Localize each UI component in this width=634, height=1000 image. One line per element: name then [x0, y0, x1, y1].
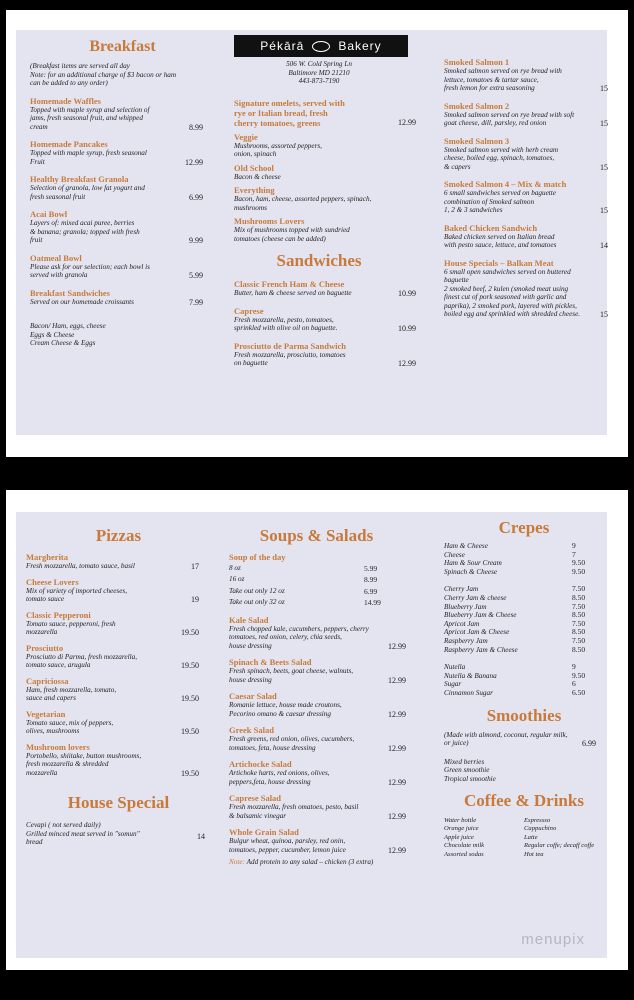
- sandwich-item-desc: Butter, ham & cheese served on baguette: [234, 289, 352, 297]
- omelet-item-name: Everything: [234, 185, 275, 195]
- salad-item: [229, 725, 404, 752]
- crepe-item-label: Apricot Jam: [444, 619, 480, 628]
- salmon-item-desc: 2 smoked beef, 2 kulen (smoked meat using: [444, 284, 569, 293]
- breakfast-item-price: 5.99: [189, 271, 203, 280]
- crepe-item-price: 9: [572, 541, 576, 550]
- breakfast-item: [30, 139, 215, 166]
- pizza-item-name: Capriciossa: [26, 675, 69, 686]
- soup-size-price: 8.99: [364, 575, 378, 585]
- soup-size-label: Take out only 12 oz: [229, 586, 285, 595]
- coffee-title: Coffee & Drinks: [464, 791, 584, 810]
- crepe-item-price: 7.50: [572, 618, 586, 628]
- salad-item: [229, 827, 404, 854]
- breakfast-item-desc: Served on our homemade croissants: [30, 297, 134, 306]
- pizza-item-desc: mozzarella: [26, 628, 58, 636]
- breakfast-item-desc: fresh seasonal fruit: [30, 192, 86, 201]
- crepe-item-price: 7.50: [572, 584, 586, 594]
- salmon-item-desc: lettuce, tomatoes & tartar sauce,: [444, 75, 539, 84]
- smoothies-price: 6.99: [582, 738, 596, 748]
- pizza-item-desc: sauce and capers: [26, 694, 76, 702]
- pizza-item: [26, 577, 211, 604]
- sandwich-item-desc: Fresh mozzarella, prosciutto, tomatoes: [234, 350, 346, 359]
- salad-item-desc: tomatoes, pepper, cucumber, lemon juice: [229, 845, 346, 854]
- omelet-item-name: Veggie: [234, 131, 258, 142]
- salad-item: [229, 691, 404, 718]
- omelet-item-desc: Bacon, ham, cheese, assorted peppers, spinach,: [234, 195, 372, 203]
- salmon-item-desc: finest cut of pork seasoned with garlic and: [444, 293, 567, 301]
- logo-name: Pékārā: [260, 39, 305, 53]
- breakfast-extras: Bacon/ Ham, eggs, cheese Eggs & Cheese Cream Cheese & Eggs: [30, 322, 106, 347]
- salad-item-desc: Artichoke harts, red onions, olives,: [229, 769, 330, 778]
- salad-item-desc: peppers,feta, house dressing: [229, 777, 311, 786]
- breakfast-item-name: Healthy Breakfast Granola: [30, 174, 129, 184]
- coffee-drink-item: Chocolate milk: [444, 842, 485, 850]
- sandwich-item: [234, 305, 416, 333]
- salmon-item: [444, 100, 608, 128]
- salad-item-price: 12.99: [388, 811, 406, 821]
- crepe-item-label: Cinnamon Sugar: [444, 688, 493, 697]
- salmon-item-desc: 6 small open sandwiches served on buttered: [444, 267, 571, 276]
- breakfast-item-name: Oatmeal Bowl: [30, 252, 82, 263]
- crepe-item-label: Raspberry Jam: [444, 636, 488, 645]
- soups-salads-title: Soups & Salads: [259, 526, 374, 545]
- breakfast-item-price: 9.99: [189, 236, 203, 245]
- soup-size-row: [229, 564, 404, 573]
- pizza-item-desc: Tomato sauce, mix of peppers,: [26, 718, 114, 727]
- breakfast-item: [30, 209, 215, 245]
- salmon-item: [444, 57, 608, 93]
- salmon-item-price: 15: [600, 119, 608, 128]
- salmon-item: [444, 135, 608, 172]
- salad-item-desc: & balsamic vinegar: [229, 811, 287, 820]
- sandwich-item: [234, 279, 416, 298]
- salad-item-name: Spinach & Beets Salad: [229, 657, 312, 668]
- salmon-item-price: 14: [600, 241, 608, 250]
- salmon-column: [444, 30, 608, 435]
- house-special-item: Cevapi ( not served daily) Grilled minced meat served in "somun" bread 14: [26, 821, 205, 846]
- coffee-drink-item: Hot tea: [524, 850, 544, 858]
- soup-size-label: 16 oz: [229, 575, 245, 584]
- salmon-item-desc: cheese, boiled egg, spinach, tomatoes,: [444, 154, 555, 162]
- crepe-item-price: 9.50: [572, 566, 586, 576]
- salad-item-price: 12.99: [388, 709, 406, 719]
- salad-item-price: 12.99: [388, 845, 406, 855]
- salad-item-desc: Romanie lettuce, house made croutons,: [229, 701, 342, 710]
- salad-item-desc: Fresh spinach, beets, goat cheese, walnuts,: [229, 667, 354, 676]
- soup-size-price: 5.99: [364, 564, 378, 573]
- smoothies-title: Smoothies: [486, 705, 562, 725]
- bread-icon: [312, 41, 330, 52]
- salad-item-desc: tomatoes, red onion, celery, chia seeds,: [229, 633, 342, 642]
- salad-item-name: Caprese Salad: [229, 793, 282, 804]
- smoothies-desc: (Made with almond, coconut, regular milk, or juice) 6.99: [444, 730, 596, 748]
- crepe-item: [444, 646, 604, 655]
- sandwich-item-desc: sprinkled with olive oil on baguette.: [234, 324, 338, 332]
- salad-item-desc: Fresh chopped kale, cucumbers, peppers, cherry: [229, 624, 369, 633]
- pizza-item: [26, 610, 211, 637]
- sandwich-items: [234, 279, 416, 368]
- house-special-title: House Special: [67, 793, 170, 812]
- sandwich-item-name: Classic French Ham & Cheese: [234, 279, 345, 289]
- salmon-item-desc: baguette: [444, 276, 469, 284]
- breakfast-item-desc: Please ask for our selection; each bowl is: [30, 262, 150, 271]
- crepe-item-price: 8.50: [572, 592, 586, 602]
- pizza-item: [26, 552, 211, 571]
- pizza-item-name: Vegetarian: [26, 708, 66, 719]
- pizza-item-desc: Mix of variety of imported cheeses,: [26, 586, 127, 595]
- omelet-item: [234, 163, 404, 182]
- crepe-item-price: 8.50: [572, 627, 586, 637]
- crepe-item-label: Cherry Jam & cheese: [444, 593, 507, 602]
- salad-item-desc: house dressing: [229, 641, 272, 650]
- coffee-right-list: [524, 817, 604, 859]
- sandwich-item-desc: Fresh mozzarella, pesto, tomatoes,: [234, 315, 334, 324]
- salad-item-name: Whole Grain Salad: [229, 827, 299, 838]
- omelet-item: [234, 185, 404, 212]
- sandwich-item-name: Caprese: [234, 305, 264, 316]
- crepes-title: Crepes: [498, 518, 550, 537]
- pizza-item-name: Classic Pepperoni: [26, 609, 91, 620]
- sandwich-item-price: 12.99: [398, 359, 416, 368]
- crepe-item-price: 7: [572, 549, 576, 559]
- breakfast-item-desc: served with granola: [30, 271, 88, 279]
- breakfast-item-desc: jams, fresh seasonal fruit, and whipped: [30, 114, 143, 122]
- crepe-item-price: 6.50: [572, 687, 586, 697]
- sandwich-item-desc: on baguette: [234, 359, 268, 367]
- breakfast-item: [30, 174, 215, 201]
- breakfast-item-name: Homemade Pancakes: [30, 139, 108, 149]
- sandwich-item-price: 10.99: [398, 324, 416, 333]
- salmon-item-price: 15: [600, 206, 608, 215]
- crepe-item-price: 9.50: [572, 558, 586, 568]
- pizza-item-price: 19: [191, 595, 199, 604]
- crepe-item-label: Nutella & Banana: [444, 671, 497, 680]
- breakfast-item-desc: Topped with maple syrup and selection of: [30, 105, 150, 114]
- salmon-item-desc: Baked chicken served on Italian bread: [444, 232, 555, 241]
- crepe-item-price: 8.50: [572, 644, 586, 654]
- pizza-item-price: 19.50: [181, 628, 199, 637]
- salmon-item-desc: 1, 2 & 3 sandwiches: [444, 206, 503, 214]
- pizza-item-desc: Ham, fresh mozzarella, tomato,: [26, 685, 117, 694]
- crepe-item-label: Nutella: [444, 663, 466, 672]
- pizza-item-desc: tomato sauce: [26, 595, 65, 603]
- salad-item-name: Caesar Salad: [229, 691, 277, 702]
- salad-item: [229, 615, 404, 651]
- crepes-column: [444, 512, 604, 958]
- coffee-drink-item: Water bottle: [444, 817, 477, 824]
- salmon-item-name: Smoked Salmon 2: [444, 100, 510, 111]
- menu-panel-1: [16, 30, 607, 435]
- coffee-drink-item: Cappuchino: [524, 825, 557, 833]
- soup-sizes: [229, 564, 404, 608]
- crepe-item: [444, 672, 604, 681]
- coffee-drink-item: Regular coffe; decaff coffe: [524, 842, 595, 850]
- crepe-group: [444, 585, 604, 654]
- crepe-item-label: Apricot Jam & Cheese: [444, 628, 510, 637]
- sandwich-item-price: 10.99: [398, 289, 416, 298]
- soup-size-row: [229, 598, 404, 607]
- crepe-item: [444, 568, 604, 577]
- pizza-item-name: Prosciutto: [26, 642, 64, 653]
- salmon-item-price: 15: [600, 84, 608, 93]
- salad-item-desc: Fresh greens, red onion, olives, cucumbers,: [229, 735, 355, 744]
- salmon-item-desc: Smoked salmon served on rye bread with soft: [444, 110, 575, 119]
- salad-note: Note: Add protein to any salad – chicken (3 extra): [229, 858, 374, 867]
- crepe-item-label: Cherry Jam: [444, 585, 479, 594]
- salmon-item-desc: combination of Smoked salmon: [444, 197, 535, 206]
- sandwich-item-name: Prosciutto de Parma Sandwich: [234, 340, 346, 351]
- middle-column: [234, 30, 416, 435]
- coffee-drinks-list: [444, 817, 604, 859]
- breakfast-item-name: Acai Bowl: [30, 209, 68, 219]
- pizza-item-price: 19.50: [181, 727, 199, 736]
- watermark: menupix: [521, 931, 585, 948]
- breakfast-item-desc: & banana; granola; topped with fresh: [30, 227, 140, 236]
- pizza-item-name: Cheese Lovers: [26, 576, 79, 587]
- crepe-item-price: 9.50: [572, 670, 586, 680]
- soups-salads-section: [229, 512, 404, 958]
- pizza-item: [26, 676, 211, 703]
- breakfast-item: [30, 253, 215, 280]
- breakfast-item-desc: Fruit: [30, 157, 45, 166]
- breakfast-title: Breakfast: [89, 38, 156, 55]
- pizza-item-desc: olives, mushrooms: [26, 727, 80, 735]
- breakfast-item-price: 6.99: [189, 192, 203, 202]
- house-special-price: 14: [197, 832, 205, 841]
- breakfast-item-name: Breakfast Sandwiches: [30, 287, 110, 298]
- salad-items: [229, 615, 404, 855]
- salmon-item-desc: with pesto sauce, lettuce, and tomatoes: [444, 241, 557, 249]
- salad-item-desc: tomatoes, feta, house dressing: [229, 743, 316, 752]
- salmon-item-name: Baked Chicken Sandwich: [444, 222, 538, 233]
- pizza-item-desc: Prosciutto di Parma, fresh mozzarella,: [26, 652, 138, 661]
- crepe-item-label: Ham & Cheese: [444, 542, 488, 550]
- salmon-item-name: Smoked Salmon 3: [444, 135, 510, 146]
- crepe-item-label: Blueberry Jam & Cheese: [444, 611, 517, 620]
- crepe-item-label: Ham & Sour Cream: [444, 559, 502, 568]
- omelets-heading: Signature omelets, served with rye or Italian bread, fresh cherry tomatoes, greens 12.99: [234, 97, 416, 128]
- omelet-item-desc: Bacon & cheese: [234, 172, 281, 181]
- salad-item: [229, 793, 404, 820]
- pizzas-title: Pizzas: [95, 526, 142, 545]
- pizza-item-desc: Portobello, shiitake, button mushrooms,: [26, 751, 142, 760]
- salmon-items: [444, 57, 608, 319]
- breakfast-item: [30, 288, 215, 307]
- salmon-item: [444, 222, 608, 250]
- salmon-item-desc: goat cheese, dill, parsley, red onion: [444, 119, 547, 127]
- coffee-drink-item: Espressso: [524, 817, 551, 824]
- salmon-item: [444, 179, 608, 215]
- crepe-item-price: 7.50: [572, 601, 586, 611]
- soup-size-price: 6.99: [364, 586, 378, 596]
- pizza-item-desc: tomato sauce, arugula: [26, 661, 91, 669]
- menu-panel-2: [16, 512, 607, 958]
- soup-size-row: [229, 587, 404, 596]
- salad-item-name: Artichocke Salad: [229, 759, 292, 770]
- smoothies-list: Mixed berries Green smoothie Tropical smoothie: [444, 757, 496, 783]
- sandwiches-title: Sandwiches: [276, 251, 362, 270]
- soup-size-price: 14.99: [364, 598, 381, 608]
- pizza-item-desc: fresh mozzarella & shredded: [26, 760, 109, 768]
- crepe-item-label: Blueberry Jam: [444, 602, 487, 611]
- omelet-item: [234, 132, 404, 159]
- coffee-drink-item: Orange juice: [444, 825, 479, 833]
- pizza-item-price: 19.50: [181, 694, 199, 703]
- salmon-item-name: House Specials – Balkan Meat: [444, 257, 554, 268]
- pizza-items: [26, 552, 211, 777]
- salad-item-price: 12.99: [388, 675, 406, 685]
- sandwich-item: [234, 340, 416, 368]
- salmon-item-desc: paprika), 2 smoked pork, layered with pickles,: [444, 301, 577, 310]
- omelet-item-name: Mushrooms Lovers: [234, 216, 305, 226]
- breakfast-item-price: 8.99: [189, 122, 203, 132]
- pizza-item-name: Mushroom lovers: [26, 741, 90, 752]
- soup-size-row: [229, 575, 404, 584]
- salad-item-price: 12.99: [388, 777, 406, 787]
- breakfast-item-desc: Layers of: mixed acai puree, berries: [30, 219, 135, 227]
- salad-item-price: 12.99: [388, 641, 406, 651]
- soup-of-day: Soup of the day: [229, 552, 286, 562]
- coffee-drink-item: Latte: [524, 833, 538, 841]
- breakfast-item: [30, 96, 215, 132]
- crepe-item-price: 9: [572, 662, 576, 672]
- pizza-item-price: 19.50: [181, 661, 199, 670]
- salad-item-desc: Bulgur wheat, quinoa, parsley, red onin,: [229, 837, 346, 846]
- crepe-group: [444, 663, 604, 697]
- breakfast-item-desc: Selection of granola, low fat yogurt and: [30, 184, 145, 192]
- soup-size-label: Take out only 32 oz: [229, 598, 285, 607]
- coffee-drink-item: Assorted sodas: [444, 850, 484, 858]
- salad-item-desc: Pecorino omano & caesar dressing: [229, 709, 331, 718]
- pizza-item: [26, 709, 211, 736]
- salad-item-desc: house dressing: [229, 675, 272, 684]
- salmon-item-desc: boiled egg and sprinkled with shredded cheese.: [444, 310, 581, 318]
- omelet-item-desc: mushrooms: [234, 203, 267, 212]
- bakery-logo: [234, 35, 408, 57]
- coffee-left-list: [444, 817, 524, 859]
- salmon-item-desc: 6 small sandwiches served on baguette: [444, 189, 556, 197]
- salmon-item-desc: & capers: [444, 162, 471, 171]
- salmon-item-name: Smoked Salmon 4 – Mix & match: [444, 179, 567, 189]
- pizza-item-desc: mozzarella: [26, 768, 58, 777]
- crepe-item-label: Spinach & Cheese: [444, 567, 498, 576]
- crepe-items: [444, 542, 604, 698]
- logo-word: Bakery: [338, 39, 382, 53]
- breakfast-intro: (Breakfast items are served all day Note: for an additional charge of $3 bacon or ham can be added to any order): [30, 62, 177, 87]
- salmon-item-desc: Smoked salmon served with herb cream: [444, 145, 559, 154]
- coffee-drink-item: Apple juice: [444, 833, 474, 841]
- crepe-item: [444, 542, 604, 551]
- crepe-item-label: Sugar: [444, 680, 462, 689]
- salmon-item: [444, 257, 608, 319]
- crepe-group: [444, 542, 604, 576]
- omelet-item-desc: Mix of mushrooms topped with sundried: [234, 226, 350, 234]
- pizza-item-desc: Tomato sauce, pepperoni, fresh: [26, 619, 116, 628]
- salad-item: [229, 759, 404, 786]
- breakfast-item-desc: Topped with maple syrup, fresh seasonal: [30, 149, 147, 157]
- breakfast-item-price: 7.99: [189, 297, 203, 307]
- pizza-item-price: 17: [191, 562, 199, 571]
- crepe-item-label: Cheese: [444, 550, 465, 559]
- crepe-item-price: 8.50: [572, 610, 586, 620]
- breakfast-section: [30, 30, 215, 435]
- omelet-item: [234, 216, 404, 243]
- menu-page-2: [6, 490, 628, 970]
- salmon-item-desc: Smoked salmon served on rye bread with: [444, 67, 562, 75]
- omelet-items: [234, 132, 404, 244]
- salmon-item-desc: fresh lemon for extra seasoning: [444, 84, 535, 92]
- menu-page-1: [6, 10, 628, 457]
- crepe-item: [444, 689, 604, 698]
- salad-item-desc: Fresh mozzarella, fresh omatoes, pesto, basil: [229, 803, 359, 812]
- crepe-item-price: 7.50: [572, 635, 586, 645]
- breakfast-item-desc: cream: [30, 122, 48, 131]
- omelets-price: 12.99: [398, 117, 416, 127]
- breakfast-item-price: 12.99: [185, 157, 203, 167]
- salad-item-name: Greek Salad: [229, 725, 274, 736]
- salad-item: [229, 657, 404, 684]
- omelet-item-desc: tomatoes (cheese can be added): [234, 234, 326, 243]
- salmon-item-name: Smoked Salmon 1: [444, 57, 510, 67]
- address-block: 506 W. Cold Spring Ln Baltimore MD 21210 443-873-7190: [286, 60, 352, 85]
- omelet-item-desc: onion, spinach: [234, 150, 277, 158]
- salmon-item-price: 15: [600, 162, 608, 172]
- crepe-item-price: 6: [572, 679, 576, 689]
- pizzas-section: [26, 512, 211, 958]
- breakfast-item-desc: fruit: [30, 236, 43, 244]
- crepe-item-label: Raspberry Jam & Cheese: [444, 645, 518, 654]
- breakfast-item-name: Homemade Waffles: [30, 95, 101, 106]
- pizza-item-name: Margherita: [26, 552, 69, 562]
- salad-item-name: Kale Salad: [229, 614, 269, 625]
- pizza-item: [26, 742, 211, 778]
- pizza-item-desc: Fresh mozzarella, tomato sauce, basil: [26, 562, 135, 570]
- salmon-item-price: 15: [600, 310, 608, 319]
- pizza-item-price: 19.50: [181, 768, 199, 778]
- soup-size-label: 8 oz: [229, 564, 241, 572]
- breakfast-items: [30, 96, 215, 307]
- salad-item-price: 12.99: [388, 743, 406, 753]
- omelet-item-desc: Mushrooms, assorted peppers,: [234, 141, 322, 150]
- omelet-item-name: Old School: [234, 162, 274, 173]
- pizza-item: [26, 643, 211, 670]
